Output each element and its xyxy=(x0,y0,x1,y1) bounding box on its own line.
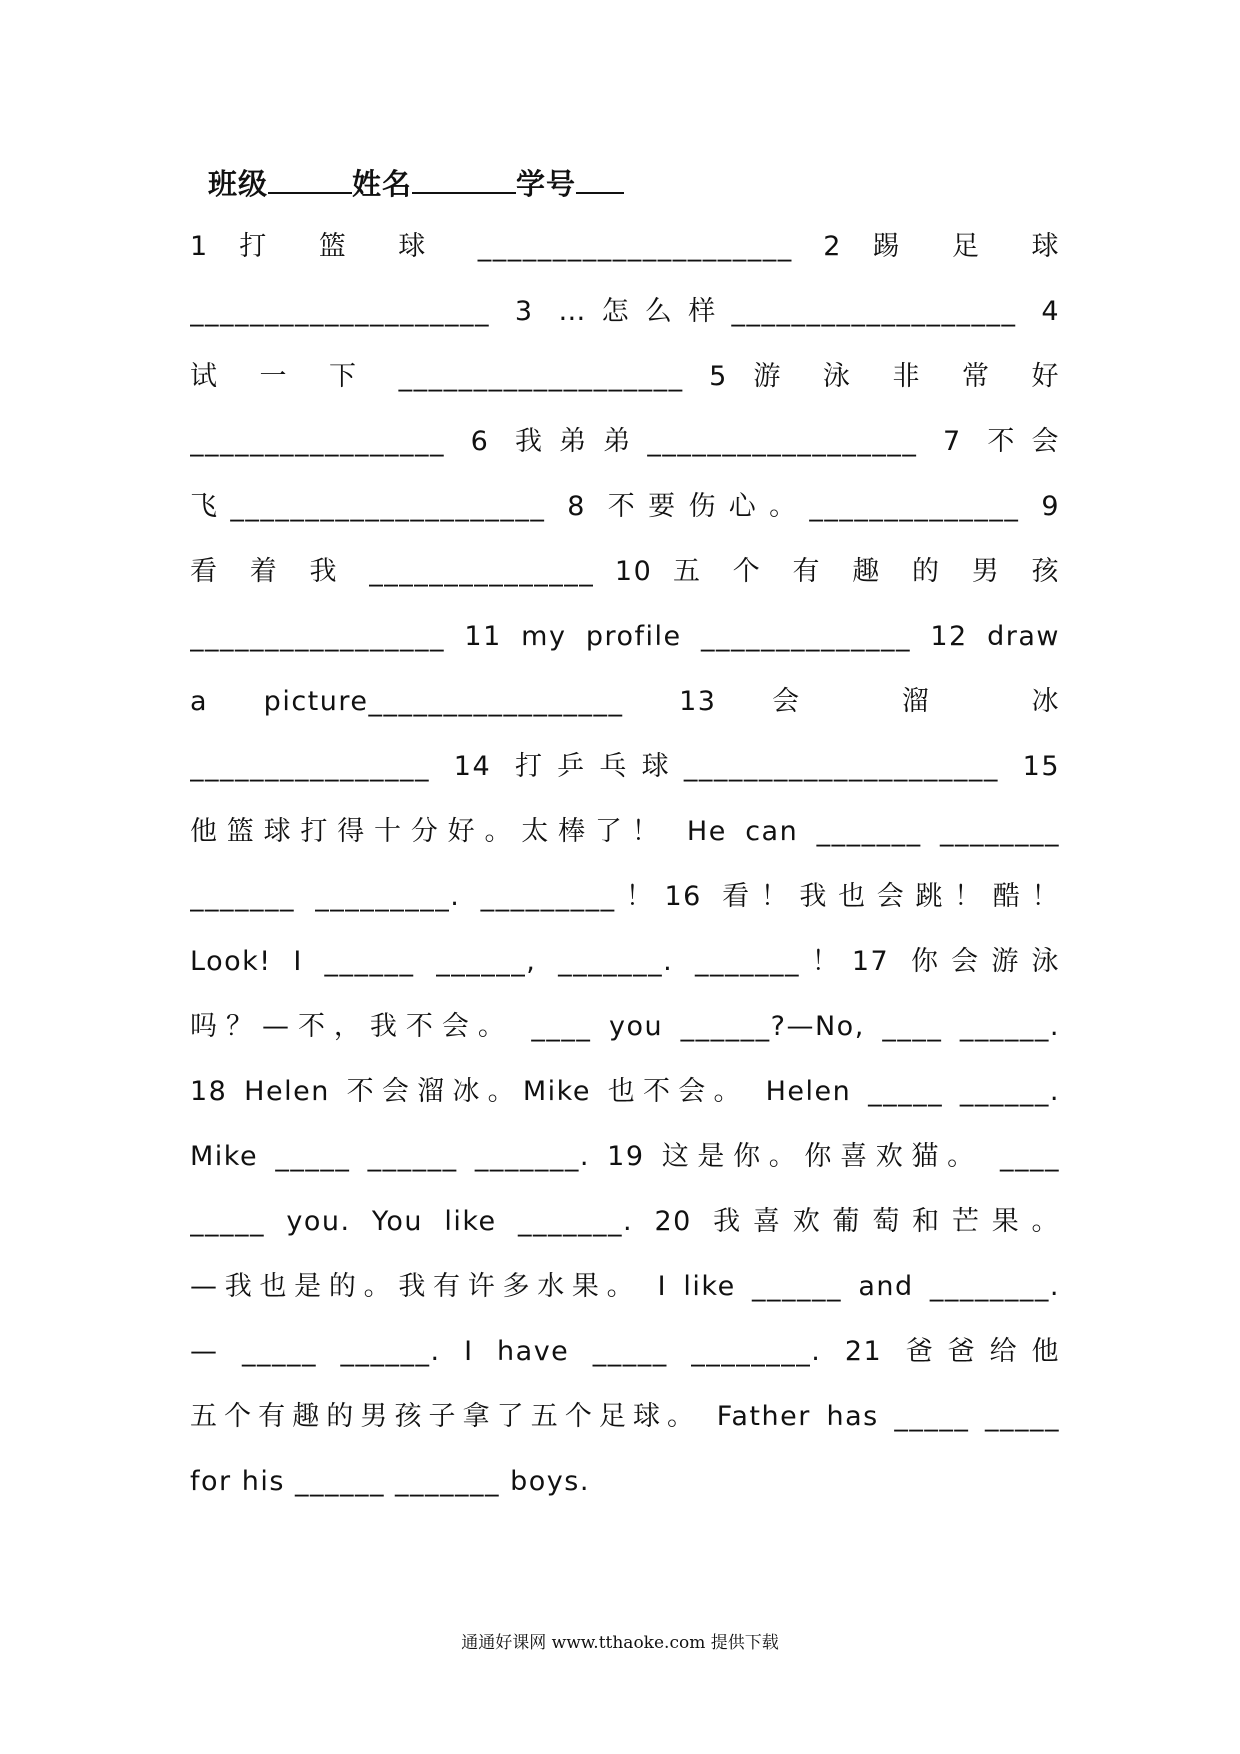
exercise-line: ________________ 14 打乒乓球_____________________ 15 xyxy=(190,751,1060,782)
exercise-line: _________________ 6 我弟弟__________________ 7 不会 xyxy=(190,426,1060,457)
exercise-line: — _____ ______. I have _____ ________. 21 爸爸给他 xyxy=(190,1336,1060,1367)
name-label: 姓名 xyxy=(352,167,413,201)
exercise-line: 看 着 我 _______________ 10 五 个 有 趣 的 男 孩 xyxy=(190,556,1060,587)
student-info-header xyxy=(208,162,624,210)
exercise-line: 他篮球打得十分好。太棒了！ He can _______ ________ xyxy=(190,816,1060,847)
exercise-line: _____ you. You like _______. 20 我喜欢葡萄和芒果。 xyxy=(190,1206,1060,1237)
student-id-blank xyxy=(576,162,624,194)
class-blank xyxy=(268,162,352,194)
footer-credit: 通通好课网 www.tthaoke.com 提供下载 xyxy=(461,1633,779,1653)
exercise-line: ____________________ 3 …怎么样___________________ 4 xyxy=(190,296,1060,327)
exercise-line: _______ _________. _________！16 看！我也会跳！酷！ xyxy=(190,881,1060,912)
exercise-line: 1 打 篮 球 _____________________ 2 踢 足 球 xyxy=(190,231,1060,262)
exercise-line: 吗？—不，我不会。 ____ you ______?—No, ____ ______. xyxy=(190,1011,1060,1042)
exercise-line: 五个有趣的男孩子拿了五个足球。 Father has _____ _____ xyxy=(190,1401,1060,1432)
exercise-line: a picture_________________ 13 会 溜 冰 xyxy=(190,686,1060,717)
exercise-line: Mike _____ ______ _______. 19 这是你。你喜欢猫。 ____ xyxy=(190,1141,1060,1172)
student-id-label: 学号 xyxy=(516,167,577,201)
exercise-line: 试 一 下 ___________________ 5 游 泳 非 常 好 xyxy=(190,361,1060,392)
exercise-line: _________________ 11 my profile ______________ 12 draw xyxy=(190,621,1060,652)
exercise-line: for his ______ _______ boys. xyxy=(190,1466,590,1497)
name-blank xyxy=(412,162,516,194)
class-label: 班级 xyxy=(208,167,269,201)
exercise-line: 飞_____________________ 8 不要伤心。______________ 9 xyxy=(190,491,1060,522)
exercise-line: —我也是的。我有许多水果。 I like ______ and ________. xyxy=(190,1271,1060,1302)
exercise-line: 18 Helen 不会溜冰。Mike 也不会。 Helen _____ ______. xyxy=(190,1076,1060,1107)
exercise-line: Look! I ______ ______, _______. _______！17 你会游泳 xyxy=(190,946,1060,977)
